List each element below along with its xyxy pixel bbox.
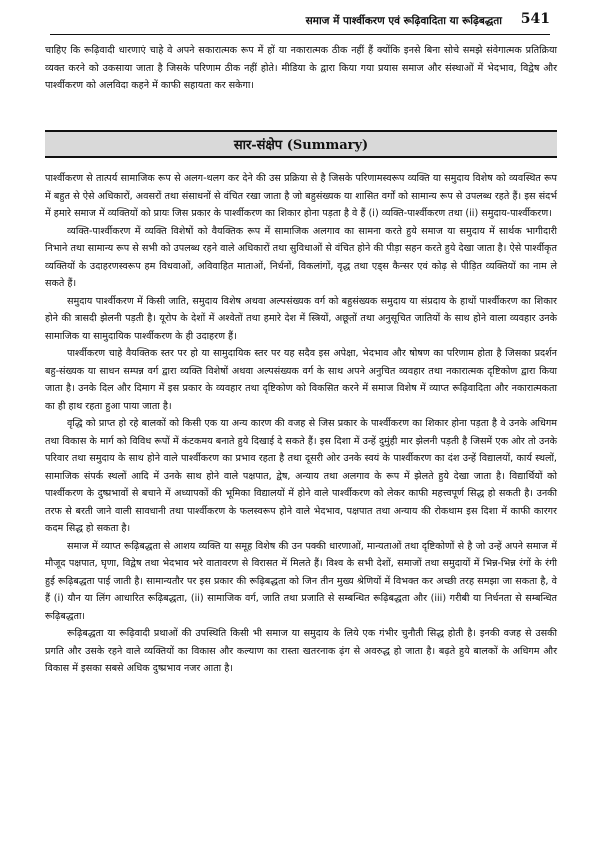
summary-body xyxy=(45,170,557,678)
summary-paragraph: समुदाय पार्श्वीकरण में किसी जाति, समुदाय विशेष अथवा अल्पसंख्यक वर्ग को बहुसंख्यक समुदाय या संप्रदाय के हाथों पार्श्वीकरण का शिकार होने की त्रासदी झेलनी पड़ती है। यूरोप के देशों में अश्वेतों तथा हमारे देश में स्त्रियों, अछूतों तथा अनुसूचित जातियों के साथ होने वाला व्यवहार उनके सामाजिक या सामुदायिक पार्श्वीकरण के ही उदाहरण हैं। xyxy=(45,295,557,342)
summary-paragraph: व्यक्ति-पार्श्वीकरण में व्यक्ति विशेषों को वैयक्तिक रूप में सामाजिक अलगाव का सामना करते हुये समाज या समुदाय में सार्थक भागीदारी निभाने तथा सामान्य रूप से सभी को उपलब्ध रहने वाले अधिकारों तथा सुविधाओं से वंचित होने की पीड़ा सहन करते हुये देखा जाता है। ऐसे पार्श्वीकृत व्यक्तियों के उदाहरणस्वरूप हम विधवाओं, अविवाहित माताओं, निर्धनों, विकलांगों, वृद्ध तथा एड्स कैन्सर एवं कोढ़ से पीड़ित व्यक्तियों का नाम ले सकते हैं। xyxy=(45,225,557,289)
intro-paragraph: चाहिए कि रूढ़िवादी धारणाएं चाहे वे अपने सकारात्मक रूप में हों या नकारात्मक ठीक नहीं हैं क्योंकि इनसे बिना सोचे समझे संवेगात्मक प्रतिक्रिया व्यक्त करने को उकसाया जाता है जिसके परिणाम ठीक नहीं होते। मीडिया के द्वारा किया गया प्रयास समाज और संस्थाओं में भेदभाव, विद्वेष और पार्श्वीकरण को अलविदा कहने में काफी सहायता कर सकेगा। xyxy=(45,45,557,91)
summary-paragraph: वृद्धि को प्राप्त हो रहे बालकों को किसी एक या अन्य कारण की वजह से जिस प्रकार के पार्श्वीकरण का शिकार होना पड़ता है वे उनके अधिगम तथा विकास के मार्ग को विविध रूपों में कंटकमय बनाते हुये दिखाई दे सकते हैं। इस दिशा में उन्हें दुमुंही मार झेलनी पड़ती है जिसमें एक ओर तो उनके परिवार तथा समुदाय के साथ होने वाले पार्श्वीकरण का प्रभाव रहता है तथा दूसरी ओर उनके स्वयं के पार्श्वीकरण का दंश उन्हें विद्यालयों, कार्य स्थलों, सामाजिक संपर्क स्थलों आदि में उनके साथ होने वाले पक्षपात, द्वेष, अन्याय तथा अलगाव के रूप में झेलते हुये देखा जाता है। विद्यार्थियों को पार्श्वीकरण के दुष्प्रभावों से बचाने में अध्यापकों की भूमिका विद्यालयों में होने वाले पार्श्वीकरण को लेकर काफी महत्त्वपूर्ण सिद्ध हो सकती है। उनकी तरफ से बरती जाने वाली सावधानी तथा पार्श्वीकरण के फलस्वरूप होने वाले भेदभाव, पक्षपात तथा अन्याय की रोकथाम इस दिशा में काफी कारगर कदम सिद्ध हो सकता है। xyxy=(45,418,557,534)
summary-heading-bar xyxy=(45,130,557,158)
summary-paragraph: पार्श्वीकरण चाहे वैयक्तिक स्तर पर हो या सामुदायिक स्तर पर यह सदैव इस अपेक्षा, भेदभाव और षोषण का परिणाम होता है जिसका प्रदर्शन बहु-संख्यक या साधन सम्पन्न वर्ग द्वारा व्यक्ति विशेषों अथवा अल्पसंख्यक वर्ग के साथ अपने अनुचित व्यवहार तथा नकारात्मक दृष्टिकोण द्वारा किया जाता है। उनके दिल और दिमाग में इस प्रकार के व्यवहार तथा दृष्टिकोण को विकसित करने में समाज विशेष में व्याप्त रूढ़िवादिता और नकारात्मकता का ही हाथ रहता हुआ पाया जाता है। xyxy=(45,348,557,412)
summary-paragraph: रूढ़िबद्धता या रूढ़िवादी प्रथाओं की उपस्थिति किसी भी समाज या समुदाय के लिये एक गंभीर चुनौती सिद्ध होती है। इनकी वजह से उसकी प्रगति और उसके रहने वाले व्यक्तियों का विकास और कल्याण का रास्ता खतरनाक ढ़ंग से अवरुद्ध हो जाता है। बढ़ते हुये बालकों के अधिगम और विकास में इसका सबसे अधिक दुष्प्रभाव नजर आता है। xyxy=(45,628,557,674)
summary-paragraph: पार्श्वीकरण से तात्पर्य सामाजिक रूप से अलग-थलग कर देने की उस प्रक्रिया से है जिसके परिणामस्वरूप व्यक्ति या समुदाय विशेष को व्यवस्थित रूप में बहुत से ऐसे अधिकारों, अवसरों तथा संसाधनों से वंचित रखा जाता है जो बहुसंख्यक या शासित वर्गों को सामान्य रूप से उपलब्ध रहते हैं। इस संदर्भ में हमारे समाज में व्यक्तियों को प्रायः जिस प्रकार के पार्श्वीकरण का शिकार होना पड़ता है वे हैं (i) व्यक्ति-पार्श्वीकरण तथा (ii) समुदाय-पार्श्वीकरण। xyxy=(45,173,557,219)
summary-heading: सार-संक्षेप (Summary) xyxy=(233,138,369,153)
page-number: 541 xyxy=(520,11,550,27)
running-title: समाज में पार्श्वीकरण एवं रूढ़िवादिता या रूढ़िबद्धता xyxy=(305,15,502,27)
summary-paragraph: समाज में व्याप्त रूढ़िबद्धता से आशय व्यक्ति या समूह विशेष की उन पक्की धारणाओं, मान्यताओं तथा दृष्टिकोणों से है जो उन्हें अपने समाज में मौजूद पक्षपात, घृणा, विद्वेष तथा भेदभाव भरे वातावरण से विरासत में मिलते हैं। विश्व के सभी देशों, समाजों तथा समुदायों में भिन्न-भिन्न रंगों के रंगी हुई रूढ़िबद्धता पाई जाती है। सामान्यतौर पर इस प्रकार की रूढ़िबद्धता को जिन तीन मुख्य श्रेणियों में विभक्त कर अच्छी तरह समझा जा सकता है, वे हैं (i) यौन या लिंग आधारित रूढ़िबद्धता, (ii) सामाजिक वर्ग, जाति तथा प्रजाति से सम्बन्धित रूढ़िबद्धता और (iii) गरीबी या निर्धनता से सम्बन्धित रूढ़िबद्धता। xyxy=(45,540,557,622)
running-header xyxy=(50,10,550,35)
